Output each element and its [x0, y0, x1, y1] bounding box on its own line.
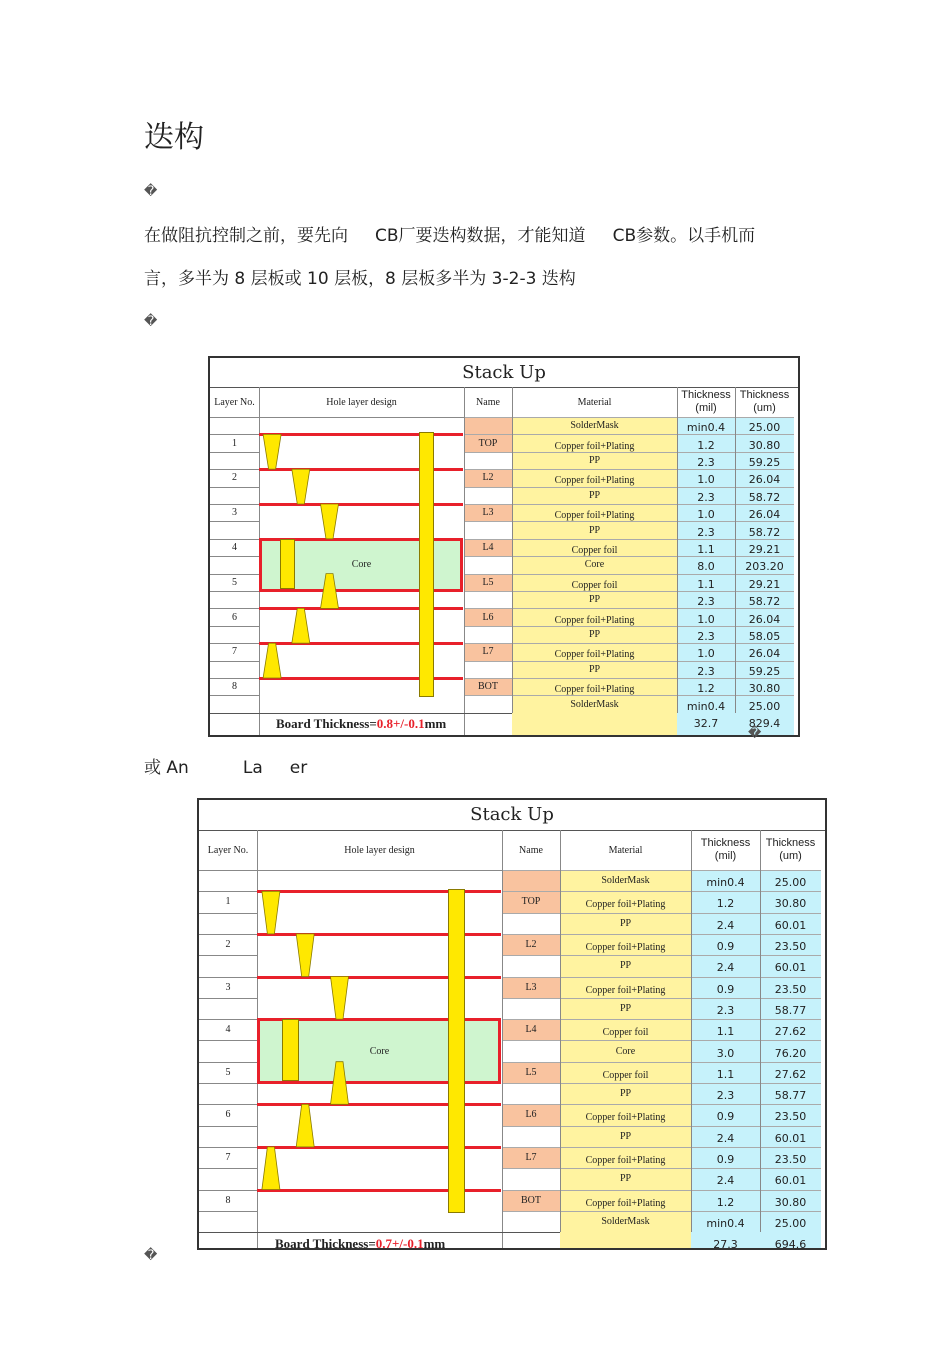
material-cell: Copper foil	[602, 1069, 649, 1081]
layer-no: 4	[225, 1024, 231, 1036]
thickness-mil: 2.4	[716, 1174, 735, 1188]
board-thickness-value: 0.8+/-0.1	[376, 715, 425, 731]
thickness-um: 58.77	[774, 1003, 807, 1017]
material-cell: SolderMask	[570, 420, 619, 432]
header-cell: Material	[577, 396, 612, 408]
layer-name	[502, 1211, 560, 1232]
material-cell: PP	[588, 489, 601, 501]
layer-no	[199, 955, 257, 976]
layer-name	[464, 487, 512, 504]
layer-name: L2	[525, 939, 537, 951]
thickness-um: 23.50	[774, 1110, 807, 1124]
material-cell: PP	[619, 960, 632, 972]
material-cell: Copper foil	[571, 579, 618, 591]
footer-bg	[512, 713, 677, 735]
material-cell: Copper foil+Plating	[585, 942, 666, 954]
layer-no: 2	[232, 472, 237, 484]
thickness-um: 26.04	[748, 508, 781, 522]
thickness-um: 58.72	[748, 490, 781, 504]
microvia	[262, 1147, 280, 1190]
thickness-mil: 2.4	[716, 1131, 735, 1145]
layer-no	[199, 998, 257, 1019]
microvia-drawing	[259, 417, 464, 713]
thickness-um: 29.21	[748, 542, 781, 556]
thickness-mil: 0.9	[716, 1153, 735, 1167]
layer-no	[199, 1040, 257, 1061]
total-mil: 32.7	[693, 717, 719, 731]
thickness-um: 30.80	[774, 1195, 807, 1209]
paragraph-line-2: 言，多半为 8 层板或 10 层板，8 层板多半为 3-2-3 迭构	[144, 269, 576, 289]
material-cell: Copper foil+Plating	[554, 649, 635, 661]
microvia	[263, 643, 281, 678]
thickness-mil: 1.2	[697, 438, 715, 452]
thickness-mil: 2.3	[697, 595, 715, 609]
thickness-um: 25.00	[748, 699, 781, 713]
thickness-mil: 0.9	[716, 1110, 735, 1124]
board-thickness	[275, 1236, 445, 1250]
thickness-um: 58.72	[748, 595, 781, 609]
layer-name: L3	[482, 507, 494, 519]
core-label: Core	[369, 1045, 390, 1057]
page-heading: 迭构	[144, 120, 204, 155]
layer-name	[502, 1168, 560, 1189]
layer-name: L5	[525, 1066, 537, 1078]
caption-any-layer: 或 An La er	[144, 758, 308, 778]
layer-no	[199, 1168, 257, 1189]
material-cell: Core	[584, 559, 605, 571]
microvia	[296, 1104, 314, 1147]
layer-no: 1	[225, 896, 231, 908]
layer-no	[210, 556, 259, 573]
material-cell: Copper foil+Plating	[585, 1155, 666, 1167]
thickness-um: 25.00	[748, 421, 781, 435]
microvia	[263, 434, 281, 469]
microvia-drawing	[257, 870, 502, 1232]
layer-no	[210, 591, 259, 608]
stackup-table-2	[197, 798, 827, 1250]
layer-name: L2	[482, 472, 494, 484]
header-cell: Layer No.	[214, 396, 255, 408]
thickness-um: 30.80	[748, 682, 781, 696]
thickness-mil: min0.4	[686, 421, 726, 435]
thickness-um: 58.05	[748, 629, 781, 643]
board-thickness-label: Board Thickness=	[275, 1236, 376, 1250]
thickness-mil: 1.0	[697, 612, 715, 626]
layer-name: L7	[525, 1152, 537, 1164]
layer-name: TOP	[521, 896, 541, 908]
material-cell: SolderMask	[570, 698, 619, 710]
thickness-mil: min0.4	[706, 876, 745, 890]
core-label: Core	[351, 559, 372, 571]
thickness-mil: 2.3	[716, 1003, 735, 1017]
thickness-mil: 1.0	[697, 508, 715, 522]
layer-name: BOT	[478, 681, 498, 693]
material-cell: PP	[588, 663, 601, 675]
layer-name: L4	[482, 541, 494, 553]
material-cell: PP	[619, 1088, 632, 1100]
layer-no	[210, 452, 259, 469]
layer-no: 2	[225, 939, 231, 951]
paragraph-marker: �	[144, 184, 158, 199]
thickness-mil: min0.4	[706, 1216, 745, 1230]
thickness-um: 26.04	[748, 612, 781, 626]
layer-name	[502, 870, 560, 891]
thickness-um: 60.01	[774, 1174, 807, 1188]
thickness-um: 58.72	[748, 525, 781, 539]
thickness-mil: min0.4	[686, 699, 726, 713]
layer-no	[199, 870, 257, 891]
thickness-mil: 2.3	[697, 490, 715, 504]
thickness-um: 60.01	[774, 1131, 807, 1145]
material-cell: SolderMask	[601, 875, 650, 887]
thickness-um: 27.62	[774, 1025, 807, 1039]
layer-no: 4	[232, 541, 237, 553]
layer-no: 8	[232, 681, 237, 693]
thickness-um: 59.25	[748, 455, 781, 469]
thickness-um: 30.80	[774, 897, 807, 911]
material-cell: Copper foil+Plating	[554, 440, 635, 452]
thickness-mil: 1.2	[716, 897, 735, 911]
thickness-mil: 1.1	[697, 577, 715, 591]
layer-name	[464, 591, 512, 608]
material-cell: SolderMask	[601, 1215, 650, 1227]
thickness-um: 26.04	[748, 647, 781, 661]
header-cell: Material	[608, 844, 643, 856]
layer-name: TOP	[478, 437, 498, 449]
layer-name: L5	[482, 576, 494, 588]
paragraph-marker: �	[144, 1248, 158, 1263]
thickness-mil: 0.9	[716, 940, 735, 954]
material-cell: Copper foil+Plating	[585, 1112, 666, 1124]
thickness-um: 29.21	[748, 577, 781, 591]
layer-name: L7	[482, 646, 494, 658]
material-cell: Copper foil+Plating	[554, 684, 635, 696]
layer-no	[210, 626, 259, 643]
material-cell: Copper foil+Plating	[554, 475, 635, 487]
layer-no	[210, 695, 259, 712]
layer-name	[464, 626, 512, 643]
thickness-um: 23.50	[774, 940, 807, 954]
microvia	[262, 891, 280, 934]
microvia	[292, 608, 310, 643]
thickness-mil: 2.3	[697, 525, 715, 539]
layer-no	[199, 913, 257, 934]
thickness-mil: 2.4	[716, 918, 735, 932]
thickness-mil: 1.0	[697, 647, 715, 661]
total-um: 829.4	[748, 717, 781, 731]
thickness-um: 60.01	[774, 918, 807, 932]
thickness-mil: 2.4	[716, 961, 735, 975]
thickness-um: 26.04	[748, 473, 781, 487]
microvia	[331, 977, 349, 1020]
layer-name	[502, 1083, 560, 1104]
layer-name	[464, 695, 512, 712]
layer-no	[210, 661, 259, 678]
table-title: Stack Up	[199, 800, 825, 831]
thickness-mil: 1.1	[697, 542, 715, 556]
thickness-mil: 1.2	[716, 1195, 735, 1209]
thickness-um: 203.20	[745, 560, 784, 574]
layer-no	[199, 1083, 257, 1104]
layer-name	[464, 661, 512, 678]
table-title: Stack Up	[210, 358, 798, 388]
material-cell: Copper foil	[602, 1027, 649, 1039]
thickness-mil: 2.3	[697, 664, 715, 678]
layer-no: 3	[232, 507, 237, 519]
board-thickness-label: Board Thickness=	[276, 715, 377, 731]
thickness-mil: 1.2	[697, 682, 715, 696]
layer-name	[502, 913, 560, 934]
material-cell: Copper foil+Plating	[585, 1197, 666, 1209]
thickness-um: 59.25	[748, 664, 781, 678]
paragraph-marker: �	[144, 314, 158, 329]
thickness-um: 25.00	[774, 876, 807, 890]
layer-name	[464, 556, 512, 573]
header-cell: Layer No.	[207, 844, 249, 856]
thickness-um: 76.20	[774, 1046, 807, 1060]
layer-name	[464, 521, 512, 538]
layer-no: 5	[225, 1066, 231, 1078]
microvia	[292, 469, 310, 504]
header-cell: Thickness (mil)	[681, 389, 731, 414]
header-cell: Thickness (um)	[765, 837, 816, 862]
layer-name	[464, 417, 512, 434]
layer-name: L6	[525, 1109, 537, 1121]
layer-name	[502, 955, 560, 976]
layer-no: 3	[225, 981, 231, 993]
material-cell: Copper foil+Plating	[585, 899, 666, 911]
board-thickness-unit: mm	[423, 1236, 446, 1250]
footer-bg	[560, 1232, 691, 1250]
header-cell: Name	[519, 844, 543, 856]
thickness-mil: 2.3	[697, 629, 715, 643]
layer-no: 7	[232, 646, 237, 658]
material-cell: PP	[588, 524, 601, 536]
microvia	[331, 1062, 349, 1105]
layer-name	[464, 452, 512, 469]
layer-name	[502, 1126, 560, 1147]
material-cell: PP	[619, 1130, 632, 1142]
microvia	[321, 574, 339, 609]
layer-no: 6	[232, 611, 237, 623]
microvia	[321, 504, 339, 539]
layer-name	[502, 998, 560, 1019]
thickness-mil: 1.1	[716, 1025, 735, 1039]
material-cell: Copper foil+Plating	[585, 984, 666, 996]
header-cell: Hole layer design	[344, 844, 415, 856]
material-cell: PP	[588, 628, 601, 640]
thickness-mil: 2.3	[716, 1089, 735, 1103]
thickness-mil: 3.0	[716, 1046, 735, 1060]
layer-no: 6	[225, 1109, 231, 1121]
header-cell: Name	[476, 396, 500, 408]
board-thickness	[276, 716, 446, 732]
thickness-mil: 0.9	[716, 982, 735, 996]
layer-no: 1	[232, 437, 237, 449]
material-cell: PP	[619, 1002, 632, 1014]
header-cell: Thickness (mil)	[700, 837, 751, 862]
thickness-um: 30.80	[748, 438, 781, 452]
total-mil: 27.3	[713, 1237, 738, 1250]
layer-no	[210, 521, 259, 538]
layer-no	[210, 487, 259, 504]
header-cell: Hole layer design	[326, 396, 397, 408]
material-cell: PP	[588, 454, 601, 466]
layer-no	[199, 1211, 257, 1232]
layer-no: 5	[232, 576, 237, 588]
layer-no	[199, 1126, 257, 1147]
thickness-mil: 1.1	[716, 1067, 735, 1081]
layer-name: L3	[525, 981, 537, 993]
layer-name: BOT	[521, 1194, 541, 1206]
thickness-um: 58.77	[774, 1089, 807, 1103]
paragraph-marker: �	[748, 726, 762, 741]
stackup-table-1	[208, 356, 800, 737]
layer-name	[502, 1040, 560, 1061]
thickness-um: 23.50	[774, 1153, 807, 1167]
material-cell: Core	[615, 1045, 636, 1057]
microvia	[296, 934, 314, 977]
thickness-mil: 1.0	[697, 473, 715, 487]
thickness-um: 23.50	[774, 982, 807, 996]
thickness-um: 27.62	[774, 1067, 807, 1081]
material-cell: Copper foil+Plating	[554, 510, 635, 522]
layer-no: 7	[225, 1152, 231, 1164]
thickness-um: 60.01	[774, 961, 807, 975]
thickness-mil: 8.0	[697, 560, 715, 574]
material-cell: PP	[588, 594, 601, 606]
material-cell: Copper foil+Plating	[554, 614, 635, 626]
paragraph-line-1: 在做阻抗控制之前，要先向 CB厂要迭构数据，才能知道 CB参数。以手机而	[144, 226, 756, 246]
material-cell: PP	[619, 1173, 632, 1185]
layer-name: L4	[525, 1024, 537, 1036]
material-cell: PP	[619, 917, 632, 929]
header-cell: Thickness (um)	[739, 389, 790, 414]
thickness-um: 25.00	[774, 1216, 807, 1230]
layer-name: L6	[482, 611, 494, 623]
layer-no: 8	[225, 1194, 231, 1206]
thickness-mil: 2.3	[697, 455, 715, 469]
material-cell: Copper foil	[571, 544, 618, 556]
total-um: 694.6	[774, 1237, 807, 1250]
board-thickness-value: 0.7+/-0.1	[375, 1236, 424, 1250]
board-thickness-unit: mm	[424, 715, 447, 731]
layer-no	[210, 417, 259, 434]
